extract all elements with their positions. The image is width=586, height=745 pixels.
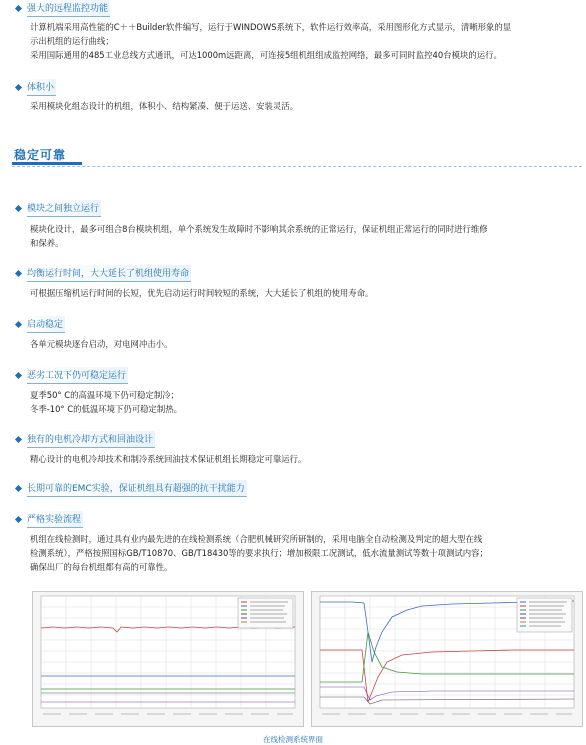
text-line: 各单元模块逐台启动，对电网冲击小。: [30, 339, 173, 349]
heading-label: 恶劣工况下仍可稳定运行: [27, 367, 128, 384]
heading-label: 严格实验流程: [27, 511, 83, 528]
heading-balanced-runtime: [16, 265, 191, 282]
text-line: 夏季50° C的高温环境下仍可稳定制冷；: [30, 390, 179, 400]
heading-label: 长期可靠的EMC实验，保证机组具有超强的抗干扰能力: [27, 480, 247, 497]
section-title-stable-reliable: [12, 146, 582, 167]
text-line: 精心设计的电机冷却技术和制冷系统回油技术保证机组长期稳定可靠运行。: [30, 454, 307, 464]
diamond-bullet-icon: [15, 205, 22, 212]
monitoring-screenshot-left: [32, 591, 304, 727]
text-line: 计算机端采用高性能的C＋＋Builder软件编写，运行于WINDOWS系统下，软件运行效率高，采用图形化方式显示，清晰形象的显: [30, 22, 512, 32]
diamond-bullet-icon: [15, 372, 22, 379]
section-title-text: 稳定可靠: [14, 148, 67, 162]
heading-small-size: [16, 79, 56, 96]
paragraph-independent-modules: [30, 222, 578, 250]
heading-emc-test: [16, 480, 247, 497]
diamond-bullet-icon: [15, 84, 22, 91]
text-line: 确保出厂的每台机组都有高的可靠性。: [30, 562, 173, 572]
text-line: 可根据压缩机运行时间的长短，优先启动运行时间较短的系统，大大延长了机组的使用寿命。: [30, 288, 374, 298]
text-line: 冬季-10° C的低温环境下仍可稳定制热。: [30, 404, 183, 414]
heading-strict-testing: [16, 511, 83, 528]
diamond-bullet-icon: [15, 5, 22, 12]
heading-motor-cooling: [16, 431, 155, 448]
text-line: 检测系统），严格按照国标GB/T10870、GB/T18430等的要求执行；增加极限工况测试，低水流量测试等数十项测试内容；: [30, 548, 488, 558]
diamond-bullet-icon: [15, 516, 22, 523]
paragraph-small-size: [30, 99, 578, 113]
heading-harsh-conditions: [16, 367, 128, 384]
heading-label: 启动稳定: [27, 316, 65, 333]
text-line: 采用模块化组态设计的机组，体积小、结构紧凑、便于运送、安装灵活。: [30, 101, 298, 111]
text-line: 采用国际通用的485工业总线方式通讯，可达1000m远距离，可连接5组机组组成监控网络，最多可同时监控40台模块的运行。: [30, 50, 502, 60]
figure-caption: 在线检测系统界面: [263, 735, 323, 744]
heading-label: 模块之间独立运行: [27, 200, 101, 217]
paragraph-harsh-conditions: [30, 388, 578, 416]
heading-label: 体积小: [27, 79, 56, 96]
text-line: 示出机组的运行曲线；: [30, 36, 114, 46]
text-line: 机组在线检测时，通过具有业内最先进的在线检测系统（合肥机械研究所研制的，采用电脑全自动检测及判定的超大型在线: [30, 534, 483, 544]
text-line: 和保养。: [30, 238, 64, 248]
heading-label: 独有的电机冷却方式和回油设计: [27, 431, 155, 448]
heading-remote-monitoring: [16, 0, 110, 17]
heading-stable-start: [16, 316, 65, 333]
paragraph-strict-testing: [30, 532, 578, 574]
heading-label: 强大的远程监控功能: [27, 0, 110, 17]
diamond-bullet-icon: [15, 485, 22, 492]
text-line: 模块化设计，最多可组合8台模块机组，单个系统发生故障时不影响其余系统的正常运行，保证机组正常运行的同时进行维修: [30, 224, 488, 234]
diamond-bullet-icon: [15, 270, 22, 277]
heading-independent-modules: [16, 200, 101, 217]
diamond-bullet-icon: [15, 321, 22, 328]
diamond-bullet-icon: [15, 436, 22, 443]
paragraph-stable-start: [30, 337, 578, 351]
monitoring-screenshot-right: [311, 591, 583, 727]
monitoring-plot-right: [312, 592, 582, 726]
paragraph-balanced-runtime: [30, 286, 578, 300]
paragraph-remote-monitoring: [30, 20, 578, 62]
section-title-bar: [12, 162, 82, 165]
paragraph-motor-cooling: [30, 452, 578, 466]
heading-label: 均衡运行时间，大大延长了机组使用寿命: [27, 265, 191, 282]
monitoring-plot-left: [33, 592, 303, 726]
